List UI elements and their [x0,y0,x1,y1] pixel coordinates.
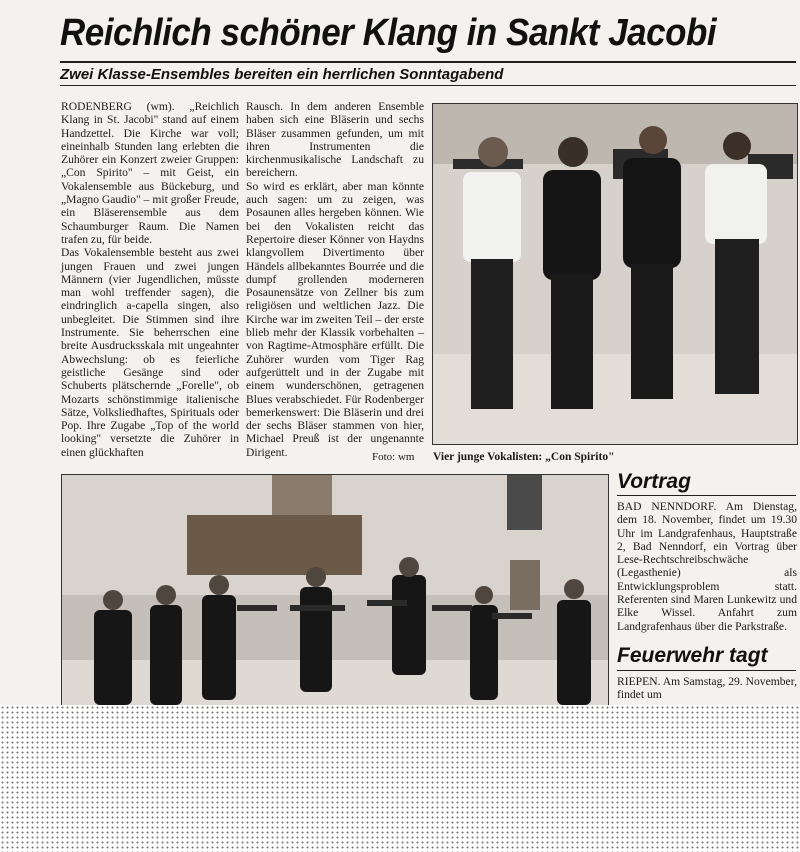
article-column-1 [61,100,239,466]
subheadline: Zwei Klasse-Ensembles bereiten ein herrlichen Sonntagabend [60,66,504,83]
scan-dither-area [0,705,800,852]
photo-brass-ensemble [61,474,609,708]
photo-caption: Vier junge Vokalisten: „Con Spirito" [433,451,615,463]
vortrag-heading: Vortrag [617,470,691,493]
photo-credit: Foto: wm [372,451,415,463]
article-paragraph: So wird es erklärt, aber man könnte auch sagen: um zu zeigen, was Posaunen alles hergeben können. Wie bei den Vokalisten reicht das Repertoire dieser Könner von Haydns klangvollem Divertimento über Händels allbekanntes Bourrée und die dumpf grollenden moderneren Posaunensätze von Zellner bis zum religiösen und weltlichen Jazz. Die Kirche war im zweiten Teil – der erste blieb mehr der Klassik vorbehalten – von Ragtime-Atmosphäre erfüllt. Die Zuhörer wurden vom Tiger Rag aufgerüttelt und in der Zugabe mit einem wunderschönen, getragenen Blues verabschiedet. Für Rodenberger bemerkenswert: Die Bläserin und drei der sechs Bläser stammen von hier, Michael Preuß ist der ungenannte Dirigent. [246,179,424,459]
headline: Reichlich schöner Klang in Sankt Jacobi [60,12,717,54]
feuerwehr-text: RIEPEN. Am Samstag, 29. November, findet um [617,675,797,702]
photo-vocal-ensemble [432,103,798,445]
feuerwehr-heading: Feuerwehr tagt [617,644,768,667]
headline-rule [60,61,796,63]
vortrag-rule [617,495,796,496]
article-paragraph: Das Vokalensemble besteht aus zwei jungen Frauen und zwei jungen Männern (vier Jugendlichen, müsste man wohl treffender sagen), die eindringlich a-capella singen, also unbegleitet. Die Stimmen sind ihre Instrumente. Sie beherrschen eine breite Ausdrucksskala mit ungeahnter Abwechslung: ob es feierliche geistliche Gesänge sind oder Schuberts plätschernde „Forelle", ob Mozarts schönstimmige italienische Sätze, Volksliedhaftes, Spirituals oder Pop. Ihre Zugabe „Top of the world looking" versetzte die Zuhörer in einen glückhaften [61,246,239,459]
article-paragraph: Rausch. In dem anderen Ensemble haben sich eine Bläserin und sechs Bläser zusammen gefunden, um mit ihren Instrumenten die kirchenmusikalische Landschaft zu bereichern. [246,100,424,180]
article-paragraph: RODENBERG (wm). „Reichlich Klang in St. Jacobi" stand auf einem Handzettel. Die Kirche war voll; eineinhalb Stunden lang erlebten die Zuhörer ein Konzert zweier Gruppen: „Con Spirito" – mit Geist, ein Vokalensemble aus Bückeburg, und „Magno Gaudio" – mit großer Freude, ein Bläserensemble aus dem Schaumburger Raum. Die Namen trafen zu, für beide. [61,100,239,246]
subheadline-rule [60,85,796,86]
vortrag-text: BAD NENNDORF. Am Dienstag, dem 18. November, findet um 19.30 Uhr im Landgrafenhaus, Hauptstraße 2, Bad Nenndorf, ein Vortrag über Lese-Rechtschreibschwäche (Legasthenie) als Entwicklungsproblem statt. Referenten sind Maren Lunkewitz und Elke Wissel. Anfahrt zum Landgrafenhaus über die Parkstraße. [617,500,797,633]
feuerwehr-rule [617,670,796,671]
